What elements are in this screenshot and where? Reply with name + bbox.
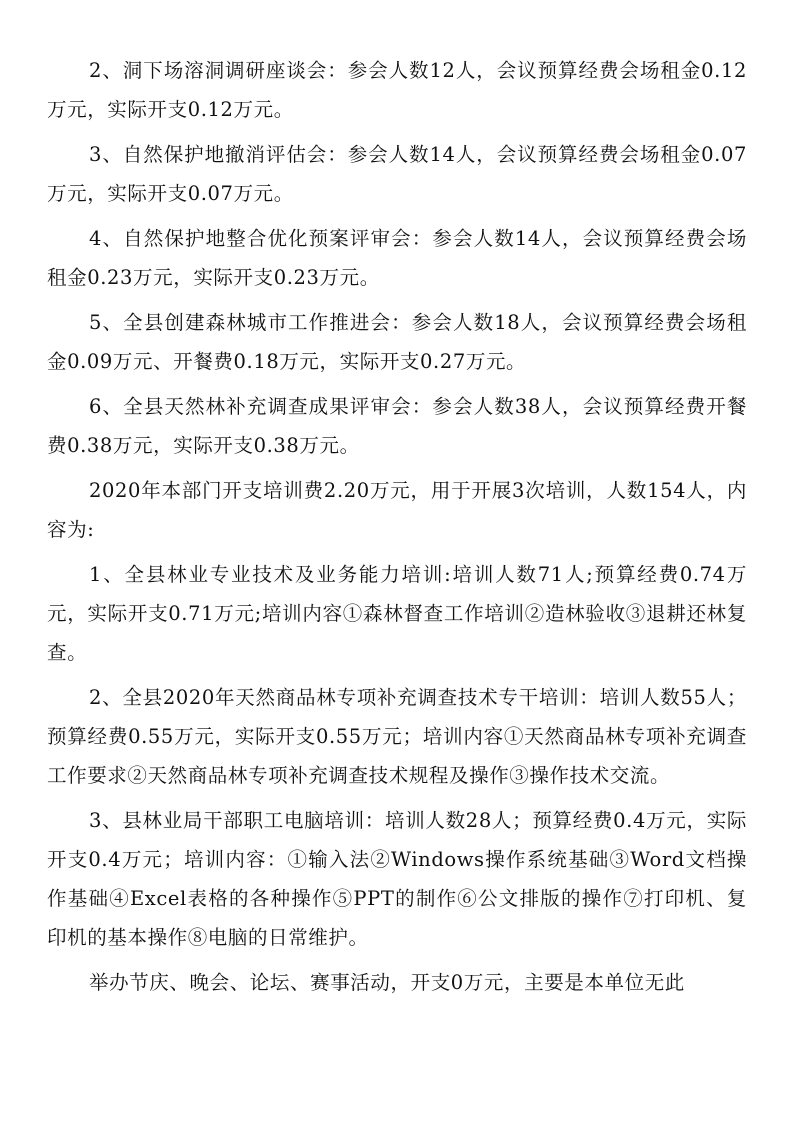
paragraph-meeting-3: 3、自然保护地撤消评估会：参会人数14人，会议预算经费会场租金0.07万元，实际开支0.07万元。	[47, 143, 747, 205]
paragraph-meeting-2: 2、洞下场溶洞调研座谈会：参会人数12人，会议预算经费会场租金0.12万元，实际开支0.12万元。	[47, 59, 747, 121]
paragraph-meeting-4: 4、自然保护地整合优化预案评审会：参会人数14人，会议预算经费会场租金0.23万元，实际开支0.23万元。	[47, 227, 747, 289]
paragraph-training-2: 2、全县2020年天然商品林专项补充调查技术专干培训：培训人数55人；预算经费0.55万元，实际开支0.55万元；培训内容①天然商品林专项补充调查工作要求②天然商品林专项补充调查技术规程及操作③操作技术交流。	[47, 686, 747, 787]
paragraph-training-3: 3、县林业局干部职工电脑培训：培训人数28人；预算经费0.4万元，实际开支0.4万元；培训内容：①输入法②Windows操作系统基础③Word文档操作基础④Excel表格的各种操作⑤PPT的制作⑥公文排版的操作⑦打印机、复印机的基本操作⑧电脑的日常维护。	[47, 809, 747, 949]
paragraph-training-1: 1、全县林业专业技术及业务能力培训:培训人数71人;预算经费0.74万元，实际开支0.71万元;培训内容①森林督查工作培训②造林验收③退耕还林复查。	[47, 563, 747, 664]
document-body	[47, 51, 747, 1008]
paragraph-meeting-5: 5、全县创建森林城市工作推进会：参会人数18人，会议预算经费会场租金0.09万元、开餐费0.18万元，实际开支0.27万元。	[47, 311, 747, 373]
paragraph-events: 举办节庆、晚会、论坛、赛事活动，开支0万元，主要是本单位无此	[89, 971, 685, 994]
paragraph-training-summary: 2020年本部门开支培训费2.20万元，用于开展3次培训，人数154人，内容为:	[47, 479, 747, 541]
paragraph-meeting-6: 6、全县天然林补充调查成果评审会：参会人数38人，会议预算经费开餐费0.38万元，实际开支0.38万元。	[47, 395, 747, 457]
